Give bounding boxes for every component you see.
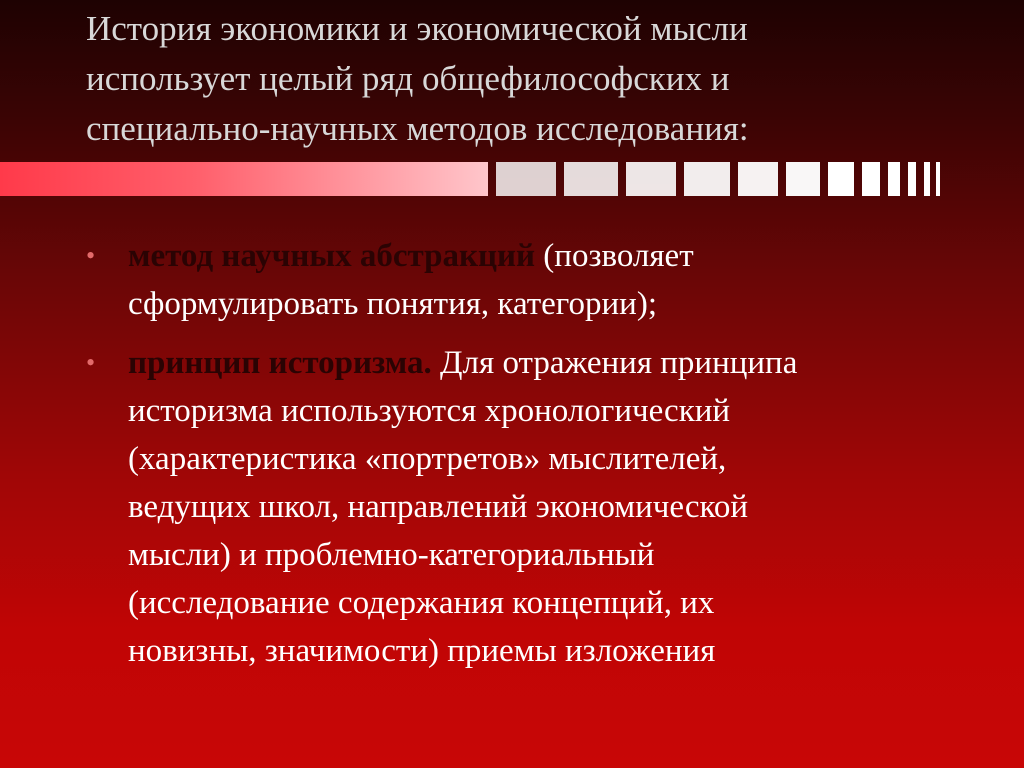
bullet-icon: • bbox=[86, 241, 96, 270]
bullet-item bbox=[86, 339, 986, 675]
divider-block bbox=[828, 162, 854, 196]
bullet-term: метод научных абстракций bbox=[128, 238, 536, 274]
divider-block bbox=[936, 162, 940, 196]
slide-title bbox=[86, 4, 986, 154]
bullet-line bbox=[128, 339, 986, 387]
divider-block bbox=[496, 162, 556, 196]
divider-block bbox=[888, 162, 900, 196]
bullet-text: Для отражения принципа bbox=[431, 345, 798, 381]
title-line: специально-научных методов исследования: bbox=[86, 109, 749, 148]
bullet-line: историзма используются хронологический bbox=[128, 393, 731, 429]
gradient-bar bbox=[0, 162, 488, 196]
bullet-list bbox=[86, 232, 986, 686]
bullet-line: новизны, значимости) приемы изложения bbox=[128, 633, 716, 669]
divider-block bbox=[924, 162, 930, 196]
divider-block bbox=[626, 162, 676, 196]
bullet-line: (исследование содержания концепций, их bbox=[128, 585, 715, 621]
divider-block bbox=[564, 162, 618, 196]
title-line: использует целый ряд общефилософских и bbox=[86, 59, 730, 98]
bullet-line: мысли) и проблемно-категориальный bbox=[128, 537, 655, 573]
bullet-icon: • bbox=[86, 348, 96, 377]
divider-block bbox=[684, 162, 730, 196]
title-line: История экономики и экономической мысли bbox=[86, 9, 748, 48]
decorative-divider-bar bbox=[0, 162, 1024, 196]
divider-block bbox=[786, 162, 820, 196]
bullet-line: (характеристика «портретов» мыслителей, bbox=[128, 441, 727, 477]
divider-block bbox=[738, 162, 778, 196]
bullet-item bbox=[86, 232, 986, 328]
bullet-line: сформулировать понятия, категории); bbox=[128, 286, 657, 322]
bullet-line bbox=[128, 232, 986, 280]
divider-block bbox=[908, 162, 916, 196]
bullet-text: (позволяет bbox=[535, 238, 694, 274]
bullet-line: ведущих школ, направлений экономической bbox=[128, 489, 749, 525]
divider-block bbox=[862, 162, 880, 196]
bullet-term: принцип историзма. bbox=[128, 345, 432, 381]
